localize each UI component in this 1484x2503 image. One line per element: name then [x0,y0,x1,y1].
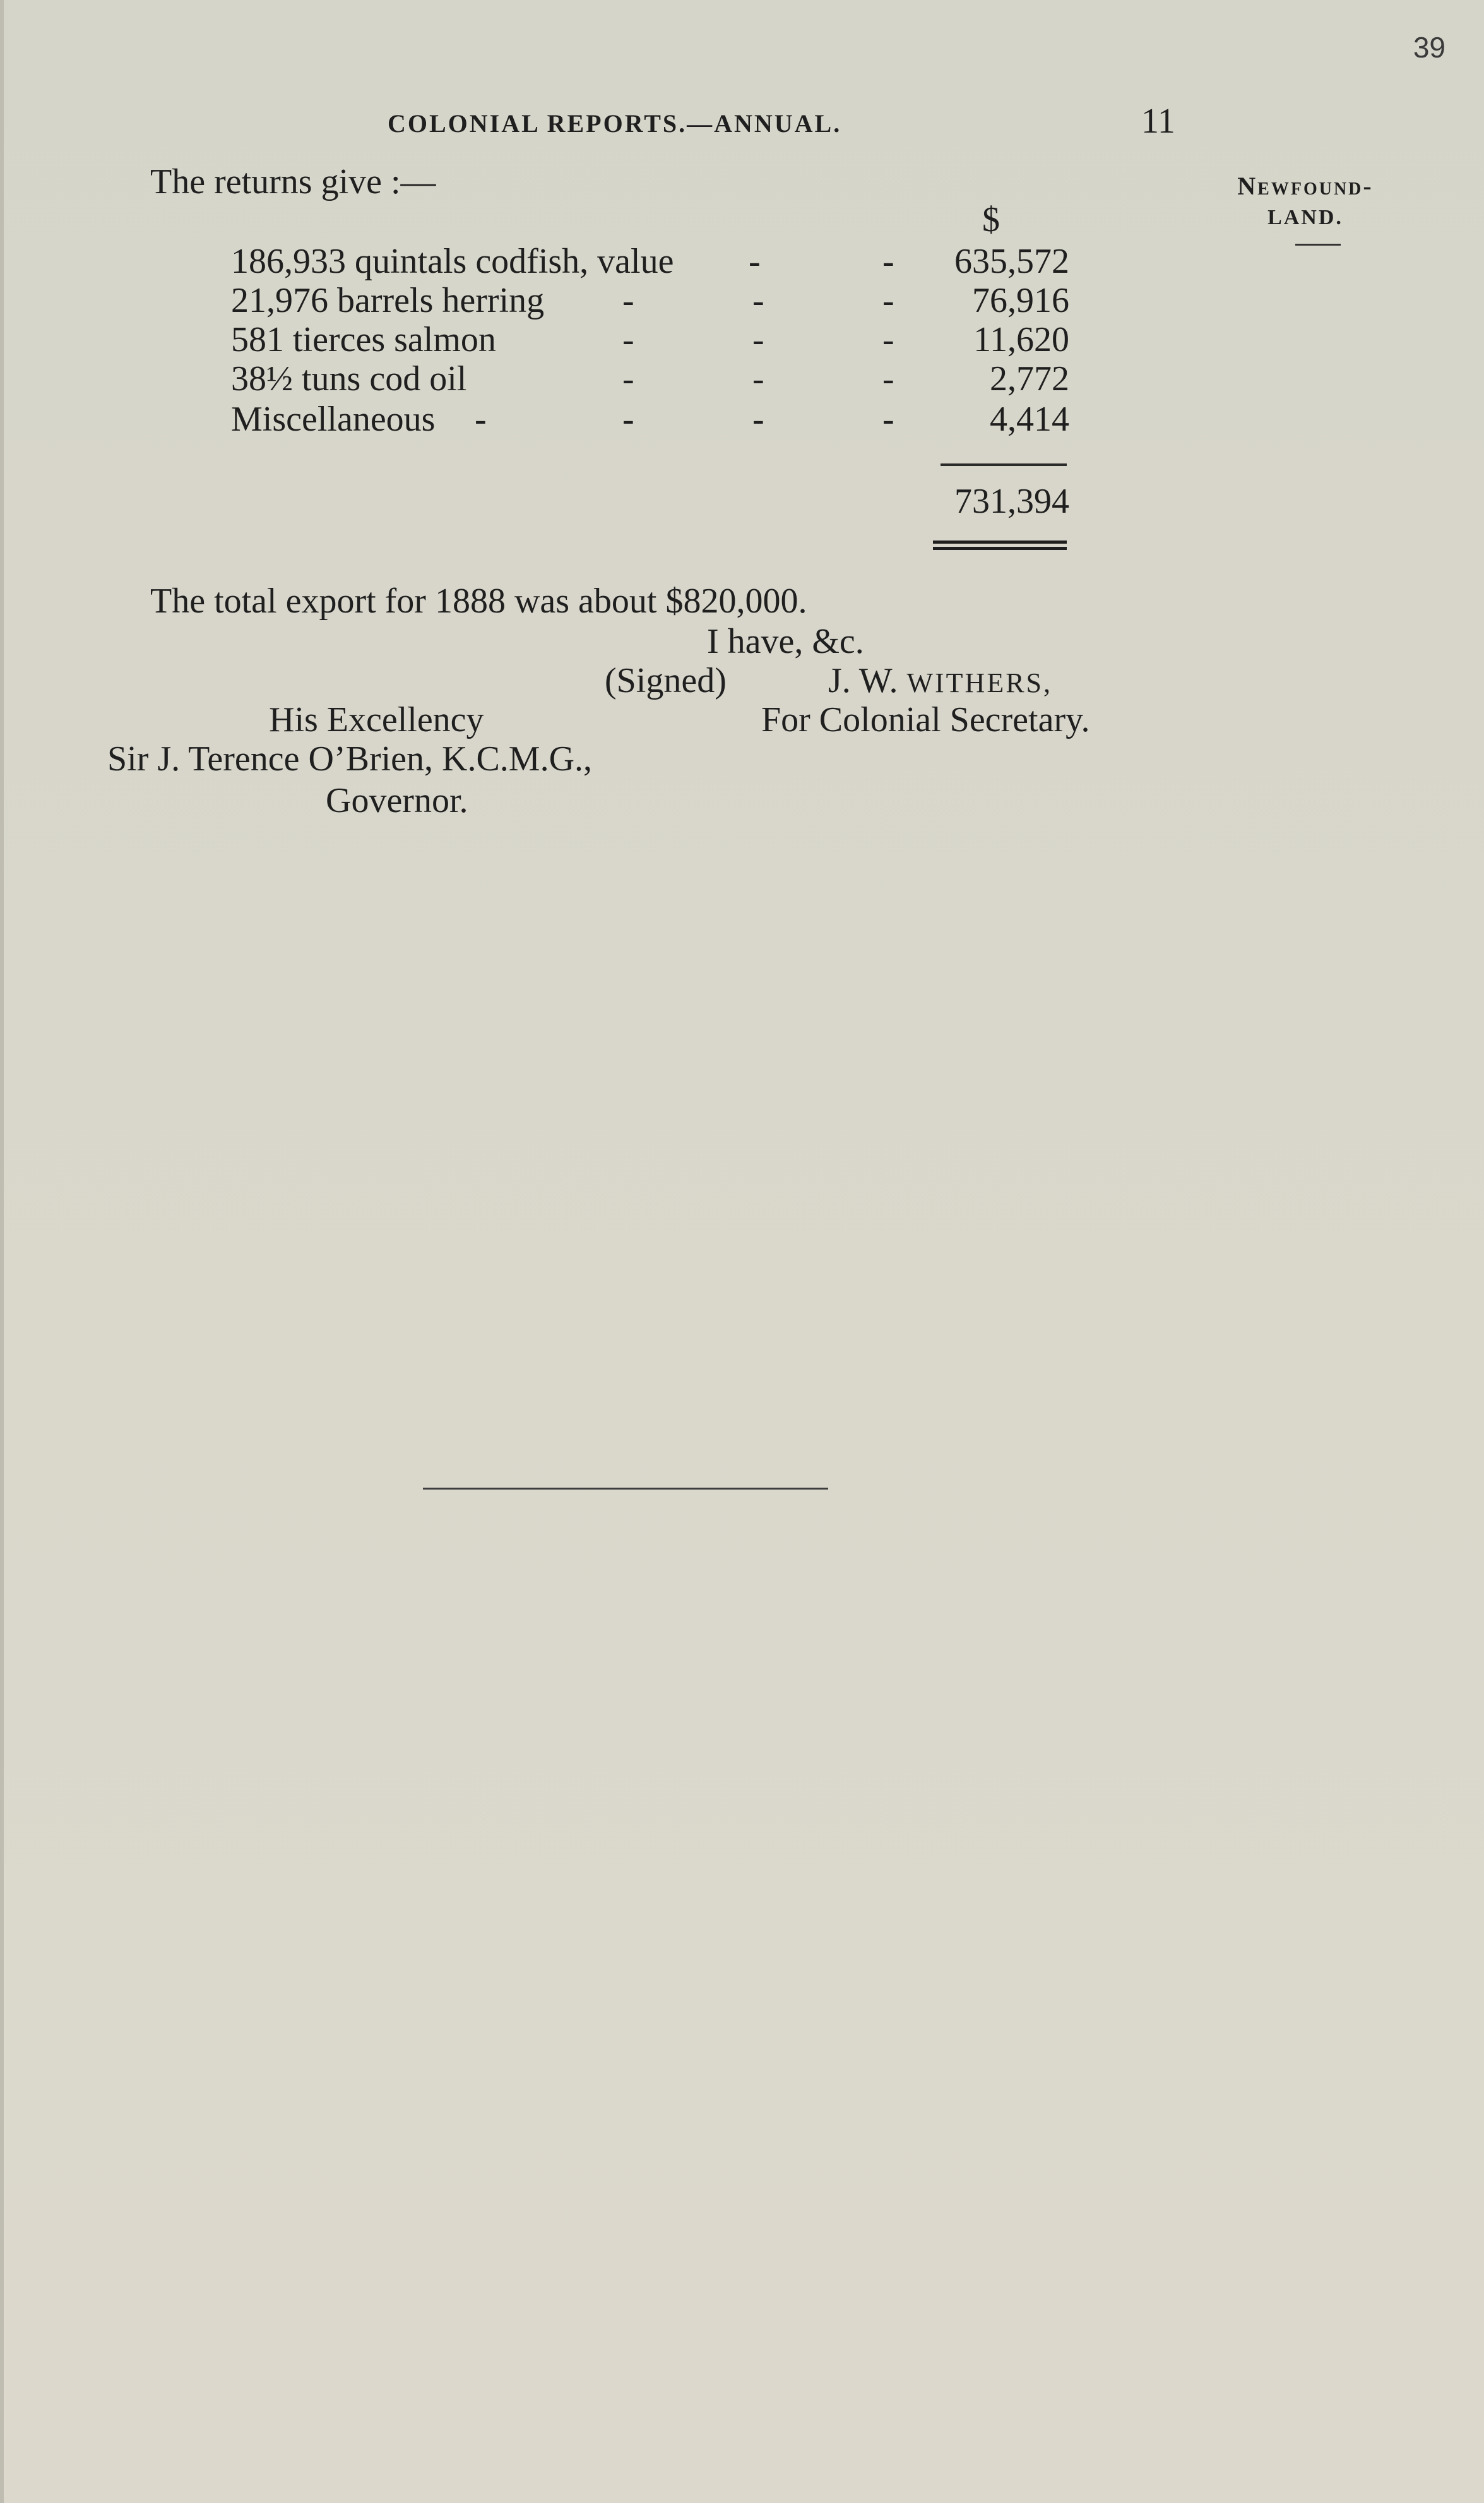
leader-dash: - [882,281,894,320]
total-double-rule-top [933,541,1067,544]
table-row-value: 76,916 [972,281,1069,320]
leader-dash: - [882,320,894,359]
leader-dash: - [882,242,894,281]
table-row-label: Miscellaneous [231,400,436,439]
leader-dash: - [752,320,764,359]
table-total: 731,394 [954,482,1069,521]
table-row-label: 38½ tuns cod oil [231,359,467,398]
signer-initials: J. W. [828,661,907,700]
page-edge [0,0,4,2503]
section-end-rule [423,1488,828,1490]
currency-symbol: $ [982,200,1000,239]
leader-dash: - [752,359,764,398]
closing-phrase: I have, &c. [707,622,864,661]
leader-dash: - [622,400,634,439]
leader-dash: - [882,400,894,439]
table-row-value: 2,772 [990,359,1069,398]
sidenote-rule [1295,244,1341,246]
leader-dash: - [475,400,487,439]
sum-rule [941,463,1067,466]
leader-dash: - [622,359,634,398]
addressee-line-3: Governor. [326,781,468,820]
table-row-value: 11,620 [973,320,1069,359]
signer-role: For Colonial Secretary. [761,700,1090,739]
total-double-rule-bottom [933,547,1067,550]
addressee-line-2: Sir J. Terence O’Brien, K.C.M.G., [107,739,593,779]
scan-page-number: 39 [1413,31,1445,64]
signer-name [828,660,1052,701]
sidenote-line-2: LAND. [1267,206,1343,229]
leader-dash: - [882,359,894,398]
leader-dash: - [622,320,634,359]
leader-dash: - [622,281,634,320]
running-header-title: COLONIAL REPORTS.—ANNUAL. [388,109,842,138]
leader-dash: - [752,400,764,439]
intro-text: The returns give :— [150,162,436,201]
running-header-page-number: 11 [1141,102,1175,141]
margin-sidenote [1223,170,1387,234]
table-row-value: 4,414 [990,400,1069,439]
addressee-line-1: His Excellency [269,700,484,739]
leader-dash: - [749,242,761,281]
table-row-label: 581 tierces salmon [231,320,496,359]
table-row-value: 635,572 [954,242,1069,281]
signer-surname: WITHERS, [906,667,1053,698]
sidenote-line-1: Newfound- [1237,172,1374,200]
signed-label: (Signed) [605,661,727,700]
table-row-label: 21,976 barrels herring [231,281,545,320]
export-note: The total export for 1888 was about $820,000. [150,582,807,621]
leader-dash: - [752,281,764,320]
table-row-label: 186,933 quintals codfish, value [231,242,674,281]
